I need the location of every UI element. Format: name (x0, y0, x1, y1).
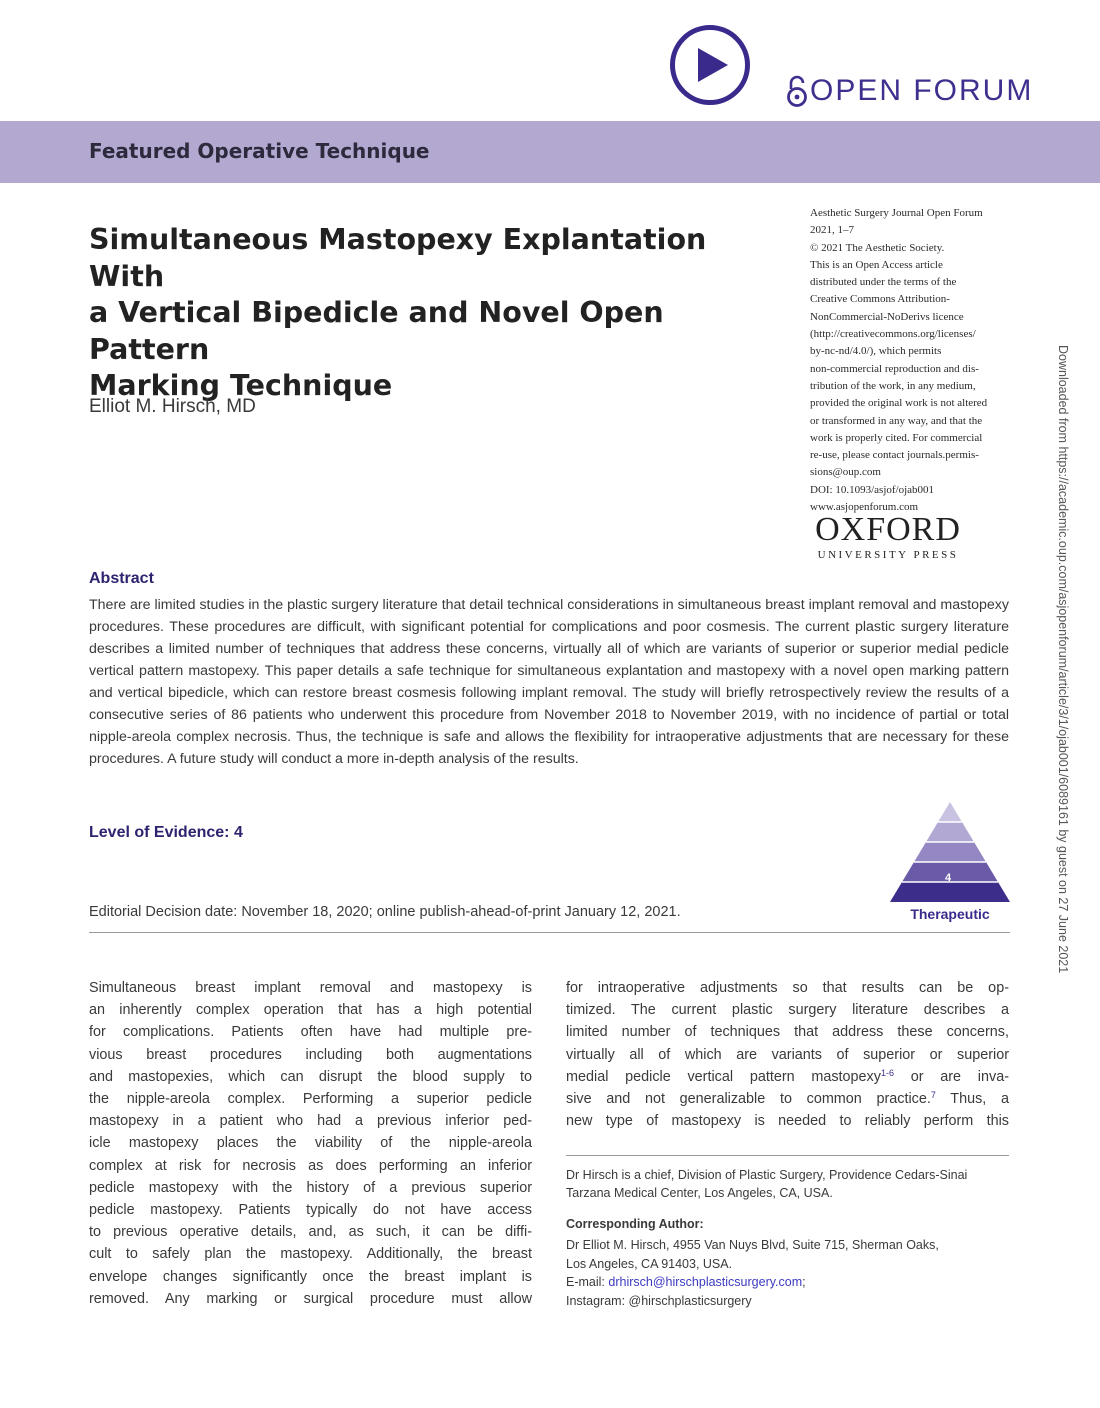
body-line: complex at risk for necrosis as does performing an inferior (89, 1157, 532, 1174)
body-text: medial pedicle vertical pattern mastopexy (566, 1068, 881, 1085)
publisher-subtitle: UNIVERSITY PRESS (817, 549, 959, 561)
license-line: NonCommercial-NoDerivs licence (810, 310, 964, 323)
pyramid-level: 4 (944, 872, 952, 884)
body-line: for complications. Patients often have had multiple pre- (89, 1024, 532, 1041)
email-label: E-mail: (566, 1275, 609, 1289)
corresponding-author-heading: Corresponding Author: (566, 1217, 704, 1231)
level-of-evidence: Level of Evidence: 4 (89, 824, 243, 841)
article-title (89, 222, 769, 405)
body-column-left (89, 977, 532, 1310)
reference-link[interactable]: 7 (930, 1090, 936, 1101)
body-text: or are inva- (893, 1068, 1009, 1085)
editorial-decision: Editorial Decision date: November 18, 2020; online publish-ahead-of-print January 12, 2021. (89, 904, 681, 920)
title-line: a Vertical Bipedicle and Novel Open Pattern (89, 296, 664, 366)
license-line: distributed under the terms of the (810, 276, 957, 289)
divider (89, 932, 1010, 933)
body-line: an inherently complex operation that has a high potential (89, 1002, 532, 1019)
email-line (566, 1273, 1009, 1292)
license-line: www.asjopenforum.com (810, 501, 919, 514)
license-line: This is an Open Access article (810, 258, 943, 271)
body-text: sive and not generalizable to common practice. (566, 1091, 931, 1108)
body-column-right (566, 977, 1009, 1132)
journal-logo[interactable] (786, 74, 1033, 108)
license-line: non-commercial reproduction and dis- (810, 362, 979, 375)
license-line: DOI: 10.1093/asjof/ojab001 (810, 483, 935, 496)
address-line: Los Angeles, CA 91403, USA. (566, 1256, 733, 1271)
license-line: provided the original work is not altered (810, 397, 988, 410)
license-block (810, 205, 1015, 516)
title-line: Marking Technique (89, 369, 393, 402)
publisher-logo (808, 512, 968, 561)
journal-logo-text: OPEN FORUM (810, 74, 1034, 107)
body-line: for intraoperative adjustments so that results can be op- (566, 980, 1009, 996)
body-line: the nipple-areola complex. Performing a superior pedicle (89, 1091, 532, 1108)
play-video-button[interactable] (670, 25, 750, 105)
email-link[interactable]: drhirsch@hirschplasticsurgery.com (608, 1275, 803, 1289)
license-line: sions@oup.com (810, 466, 881, 479)
download-note: Downloaded from https://academic.oup.com/asjopenforum/article/3/1/ojab001/6089161 by guest on 27 June 2021 (1056, 345, 1070, 974)
body-line: virtually all of which are variants of superior or superior (566, 1046, 1009, 1063)
body-line: pedicle mastopexy with the history of a previous superior (89, 1179, 532, 1196)
license-line: work is properly cited. For commercial (810, 431, 983, 444)
author-name: Elliot M. Hirsch, MD (89, 396, 256, 417)
license-line: Creative Commons Attribution- (810, 293, 950, 306)
email-suffix: ; (802, 1275, 806, 1289)
body-line (566, 1088, 1009, 1110)
body-line (566, 1066, 1009, 1088)
body-line: pedicle mastopexy. Patients typically do not have access (89, 1202, 532, 1219)
license-line: tribution of the work, in any medium, (810, 379, 976, 392)
evidence-pyramid-icon (890, 802, 1010, 906)
body-line: new type of mastopexy is needed to reliably perform this (566, 1113, 1009, 1130)
abstract-text: There are limited studies in the plastic surgery literature that detail technical considerations in simultaneous breast implant removal and mastopexy procedures. These procedures are difficult, with significant potential for complications and poor cosmesis. The current plastic surgery literature describes a limited number of techniques that address these concerns, virtually all of which are variants of superior or superior medial pedicle vertical pattern mastopexy. This paper details a safe technique for simultaneous explantation and mastopexy with a novel open marking pattern and vertical bipedicle, which can restore breast cosmesis following implant removal. The study will briefly retrospectively review the results of a consecutive series of 86 patients who underwent this procedure from November 2018 to November 2019, with no incidence of partial or total nipple-areola complex necrosis. Thus, the technique is safe and allows the flexibility for intraoperative adjustments that are necessary for these procedures. A future study will conduct a more in-depth analysis of the results. (89, 597, 1009, 767)
license-line: by-nc-nd/4.0/), which permits (810, 345, 942, 358)
divider (566, 1155, 1009, 1156)
section-banner (0, 121, 1100, 183)
body-line: vious breast procedures including both augmentations (89, 1046, 532, 1063)
publisher-name: OXFORD (815, 511, 961, 548)
title-line: Simultaneous Mastopexy Explantation With (89, 223, 707, 293)
address-line: Dr Elliot M. Hirsch, 4955 Van Nuys Blvd, Suite 715, Sherman Oaks, (566, 1238, 939, 1252)
body-line: removed. Any marking or surgical procedure must allow (89, 1290, 532, 1307)
license-line: or transformed in any way, and that the (810, 414, 983, 427)
body-line: icle mastopexy places the viability of the nipple-areola (89, 1135, 532, 1152)
instagram-line: Instagram: @hirschplasticsurgery (566, 1293, 752, 1308)
license-line: 2021, 1–7 (810, 224, 854, 237)
body-line: cult to safely plan the mastopexy. Additionally, the breast (89, 1246, 532, 1263)
section-label: Featured Operative Technique (89, 139, 430, 163)
body-line: to previous operative details, and, as such, it can be diffi- (89, 1224, 532, 1241)
corresponding-author-details (566, 1236, 1009, 1310)
body-line: and mastopexies, which can disrupt the blood supply to (89, 1068, 532, 1085)
play-icon (698, 48, 728, 82)
open-access-lock-icon (786, 75, 808, 107)
body-line: mastopexy in a patient who had a previous inferior ped- (89, 1113, 532, 1130)
license-line: Aesthetic Surgery Journal Open Forum (810, 207, 983, 219)
reference-link[interactable]: 1-6 (880, 1067, 894, 1078)
license-line: © 2021 The Aesthetic Society. (810, 241, 945, 254)
body-line: timized. The current plastic surgery literature describes a (566, 1002, 1009, 1019)
pyramid-caption: Therapeutic (910, 906, 990, 922)
body-line: envelope changes significantly once the breast implant is (89, 1268, 532, 1285)
license-line: re-use, please contact journals.permis- (810, 449, 979, 462)
license-line: (http://creativecommons.org/licenses/ (810, 328, 976, 341)
abstract-heading: Abstract (89, 570, 154, 587)
body-line: limited number of techniques that address these concerns, (566, 1024, 1009, 1041)
body-line: Simultaneous breast implant removal and mastopexy is (89, 980, 532, 996)
body-text: Thus, a (935, 1091, 1009, 1108)
author-affiliation: Dr Hirsch is a chief, Division of Plastic Surgery, Providence Cedars-Sinai Tarzana Medical Center, Los Angeles, CA, USA. (566, 1168, 968, 1200)
